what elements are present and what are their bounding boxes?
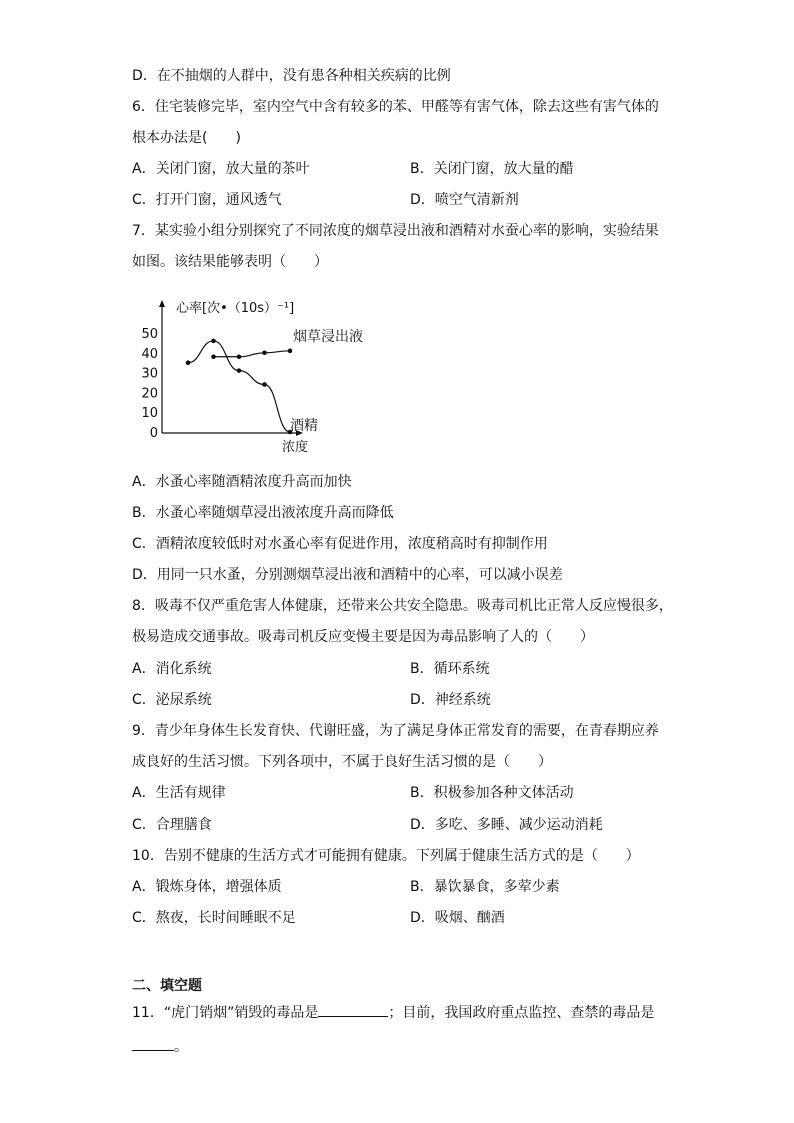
q8-option-d: D．神经系统: [410, 692, 491, 708]
q6-option-b: B．关闭门窗，放大量的醋: [410, 161, 574, 177]
q10-option-c: C．熬夜，长时间睡眠不足: [132, 910, 296, 926]
heart-rate-chart: [140, 296, 370, 456]
chart-data-point: [237, 368, 242, 373]
q9-option-a: A．生活有规律: [132, 785, 226, 801]
q11-text-part2: ；目前，我国政府重点监控、查禁的毒品是: [388, 1005, 655, 1021]
chart-data-point: [211, 339, 216, 344]
chart-y-tick-label: 30: [141, 366, 158, 382]
q6-option-d: D．喷空气清新剂: [410, 192, 519, 208]
chart-data-point: [262, 351, 267, 356]
q8-stem-line1: 8．吸毒不仅严重危害人体健康，还带来公共安全隐患。吸毒司机比正常人反应慢很多，: [132, 598, 673, 614]
chart-x-axis-label: 浓度: [282, 440, 309, 455]
q7-option-b: B．水蚤心率随烟草浸出液浓度升高而降低: [132, 505, 394, 521]
q6-option-a: A．关闭门窗，放大量的茶叶: [132, 161, 310, 177]
q6-stem-line2: 根本办法是( ): [132, 130, 241, 146]
chart-y-axis-label: 心率[次•（10s）⁻¹]: [176, 301, 295, 316]
q6-option-c: C．打开门窗，通风透气: [132, 192, 282, 208]
q10-stem: 10．告别不健康的生活方式才可能拥有健康。下列属于健康生活方式的是（ ）: [132, 848, 640, 864]
chart-data-point: [237, 354, 242, 359]
q8-option-a: A．消化系统: [132, 661, 212, 677]
q9-stem-line2: 成良好的生活习惯。下列各项中，不属于良好生活习惯的是（ ）: [132, 754, 552, 770]
section-heading-fill-in: 二、填空题: [132, 978, 202, 994]
q7-option-d: D．用同一只水蚤，分别测烟草浸出液和酒精中的心率，可以减小误差: [132, 567, 563, 583]
q8-option-b: B．循环系统: [410, 661, 490, 677]
q9-option-b: B．积极参加各种文体活动: [410, 785, 574, 801]
q10-option-a: A．锻炼身体，增强体质: [132, 879, 282, 895]
q11-line1: [132, 1002, 654, 1023]
chart-data-point: [186, 360, 191, 365]
q9-stem-line1: 9．青少年身体生长发育快、代谢旺盛，为了满足身体正常发育的需要，在青春期应养: [132, 723, 659, 739]
chart-y-tick-label: 40: [141, 346, 158, 362]
chart-data-point: [262, 382, 267, 387]
q9-option-d: D．多吃、多睡、减少运动消耗: [410, 817, 603, 833]
chart-series-label: 烟草浸出液: [293, 328, 363, 345]
chart-y-tick-label: 0: [149, 426, 158, 441]
q8-stem-line2: 极易造成交通事故。吸毒司机反应变慢主要是因为毒品影响了人的（ ）: [132, 629, 594, 645]
q5-option-d: D．在不抽烟的人群中，没有患各种相关疾病的比例: [132, 68, 451, 84]
chart-y-tick-label: 10: [141, 406, 158, 422]
q9-option-c: C．合理膳食: [132, 817, 212, 833]
chart-y-tick-label: 20: [141, 386, 158, 402]
q10-option-b: B．暴饮暴食，多荤少素: [410, 879, 560, 895]
q6-stem-line1: 6．住宅装修完毕，室内空气中含有较多的苯、甲醛等有害气体，除去这些有害气体的: [132, 99, 659, 115]
q7-stem-line2: 如图。该结果能够表明（ ）: [132, 254, 328, 270]
chart-y-tick-label: 50: [141, 327, 158, 342]
q11-answer-blank-2[interactable]: [132, 1036, 174, 1051]
q7-stem-line1: 7．某实验小组分别探究了不同浓度的烟草浸出液和酒精对水蚕心率的影响，实验结果: [132, 223, 659, 239]
chart-series-label: 酒精: [290, 418, 318, 434]
q7-option-a: A．水蚤心率随酒精浓度升高而加快: [132, 474, 352, 490]
q11-text-part3: 。: [174, 1039, 188, 1055]
q8-option-c: C．泌尿系统: [132, 692, 212, 708]
chart-y-axis-arrow: [159, 300, 165, 307]
q11-text-part1: 11．“虎门销烟”销毁的毒品是: [132, 1005, 319, 1021]
chart-data-point: [288, 349, 293, 354]
chart-data-point: [211, 354, 216, 359]
q11-line2: [132, 1036, 188, 1057]
q10-option-d: D．吸烟、酗酒: [410, 910, 505, 926]
q7-option-c: C．酒精浓度较低时对水蚤心率有促进作用，浓度稍高时有抑制作用: [132, 536, 548, 552]
q11-answer-blank-1[interactable]: [318, 1002, 388, 1017]
